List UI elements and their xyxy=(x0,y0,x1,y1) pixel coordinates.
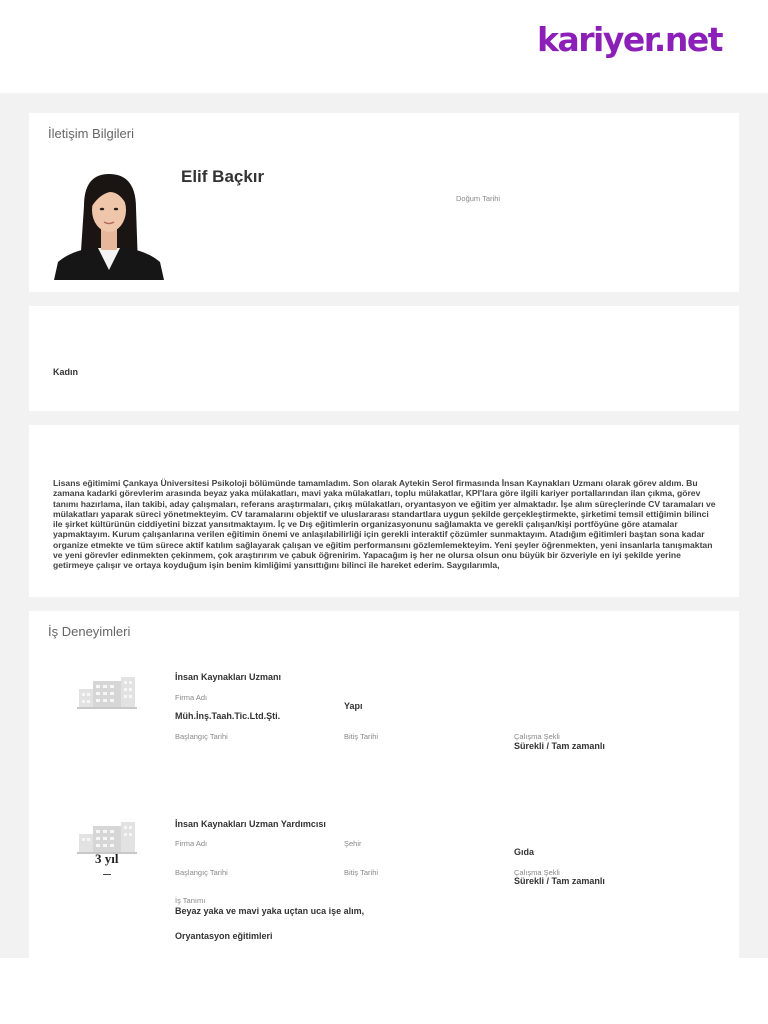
company-name: Müh.İnş.Taah.Tic.Ltd.Şti. xyxy=(175,711,281,721)
experience-card xyxy=(29,611,739,958)
duration-value: 3 yıl xyxy=(95,851,119,866)
job-description-line: Beyaz yaka ve mavi yaka uçtan uca işe alım, xyxy=(175,906,365,916)
summary-card xyxy=(29,425,739,597)
work-type-value: Sürekli / Tam zamanlı xyxy=(514,876,605,886)
company-label: Firma Adı xyxy=(175,693,208,702)
city-label: Şehir xyxy=(344,839,362,848)
work-type-label: Çalışma Şekli xyxy=(514,868,560,877)
gender-value: Kadın xyxy=(53,367,79,377)
sector-value: Gıda xyxy=(514,847,535,857)
start-date-label: Başlangıç Tarihi xyxy=(175,868,228,877)
header xyxy=(0,0,768,93)
job-description-line: Oryantasyon eğitimleri xyxy=(175,931,273,941)
summary-text: Lisans eğitimimi Çankaya Üniversitesi Psikoloji bölümünde tamamladım. Son olarak Aytekin Serol firmasında İnsan Kaynakları Uzmanı olarak görev aldım. Bu zamana kadarki görevlerim arasında beyaz yaka mülakatları, mavi yaka mülakatları, toplu mülakatlar, KPI'lara göre ilgili kariyer portallarından ilan çıkma, görev tanımı hazırlama, ilan takibi, aday çalışmaları, referans araştırmaları, çıkış mülakatları, oryantasyon ve eğitim yer almaktadır. İşe alım süreçlerinde CV taramaları ve mülakatları yaparak süreci yönetmekteyim. CV taramalarını objektif ve uluslararası standartlara uygun şekilde gerçekleştirmekte, şirketimi temsil ettiğimin bilinci ile şirket kültürünün ciddiyetini bizzat yansıtmaktayım. İç ve Dış eğitimlerin organizasyonunu sağlamakta ve gerekli çalışan/kişi portföyüne göre atamalar yapmaktayım. Kurum çalışanlarına verilen eğitimin önemi ve anlaşılabilirliği için gerekli interaktif çözümler sunmaktayım. Atadığım eğitimleri baştan sona kadar organize etmekte ve tüm sürece aktif katılım sağlayarak çalışan ve eğitim performansını gözlemlemekteyim. Yeni şeyler öğrenmekten, yeni insanlarla tanışmaktan ve yeni görevler edinmekten çekinmem, çok araştırırım ve çabuk öğrenirim. Yapacağım iş her ne olursa olsun onu büyük bir özveriyle en iyi şekilde yerine getirmeye çalışır ve ortaya koyduğum işin benim kimliğimi yansıttığını bilinci ile hareket ederim. Saygılarımla, xyxy=(53,478,716,571)
contact-card xyxy=(29,113,739,292)
duration-dash xyxy=(103,874,111,875)
job-title: İnsan Kaynakları Uzmanı xyxy=(175,672,282,682)
job-title: İnsan Kaynakları Uzman Yardımcısı xyxy=(175,819,326,829)
start-date-label: Başlangıç Tarihi xyxy=(175,732,228,741)
building-icon xyxy=(77,671,137,711)
birth-date-label: Doğum Tarihi xyxy=(456,194,501,203)
end-date-label: Bitiş Tarihi xyxy=(344,868,379,877)
profile-photo-svg xyxy=(54,166,164,280)
work-type-value: Sürekli / Tam zamanlı xyxy=(514,741,605,751)
candidate-name: Elif Baçkır xyxy=(181,167,265,186)
company-label: Firma Adı xyxy=(175,839,208,848)
job-description-label: İş Tanımı xyxy=(175,896,206,905)
profile-photo xyxy=(54,166,164,280)
end-date-label: Bitiş Tarihi xyxy=(344,732,379,741)
experience-section-title: İş Deneyimleri xyxy=(48,624,131,639)
work-type-label: Çalışma Şekli xyxy=(514,732,560,741)
sector-value: Yapı xyxy=(344,701,363,711)
personal-card xyxy=(29,306,739,411)
kariyer-logo[interactable]: kariyer.net xyxy=(537,20,722,59)
building-icon xyxy=(77,816,137,856)
contact-section-title: İletişim Bilgileri xyxy=(48,126,134,141)
